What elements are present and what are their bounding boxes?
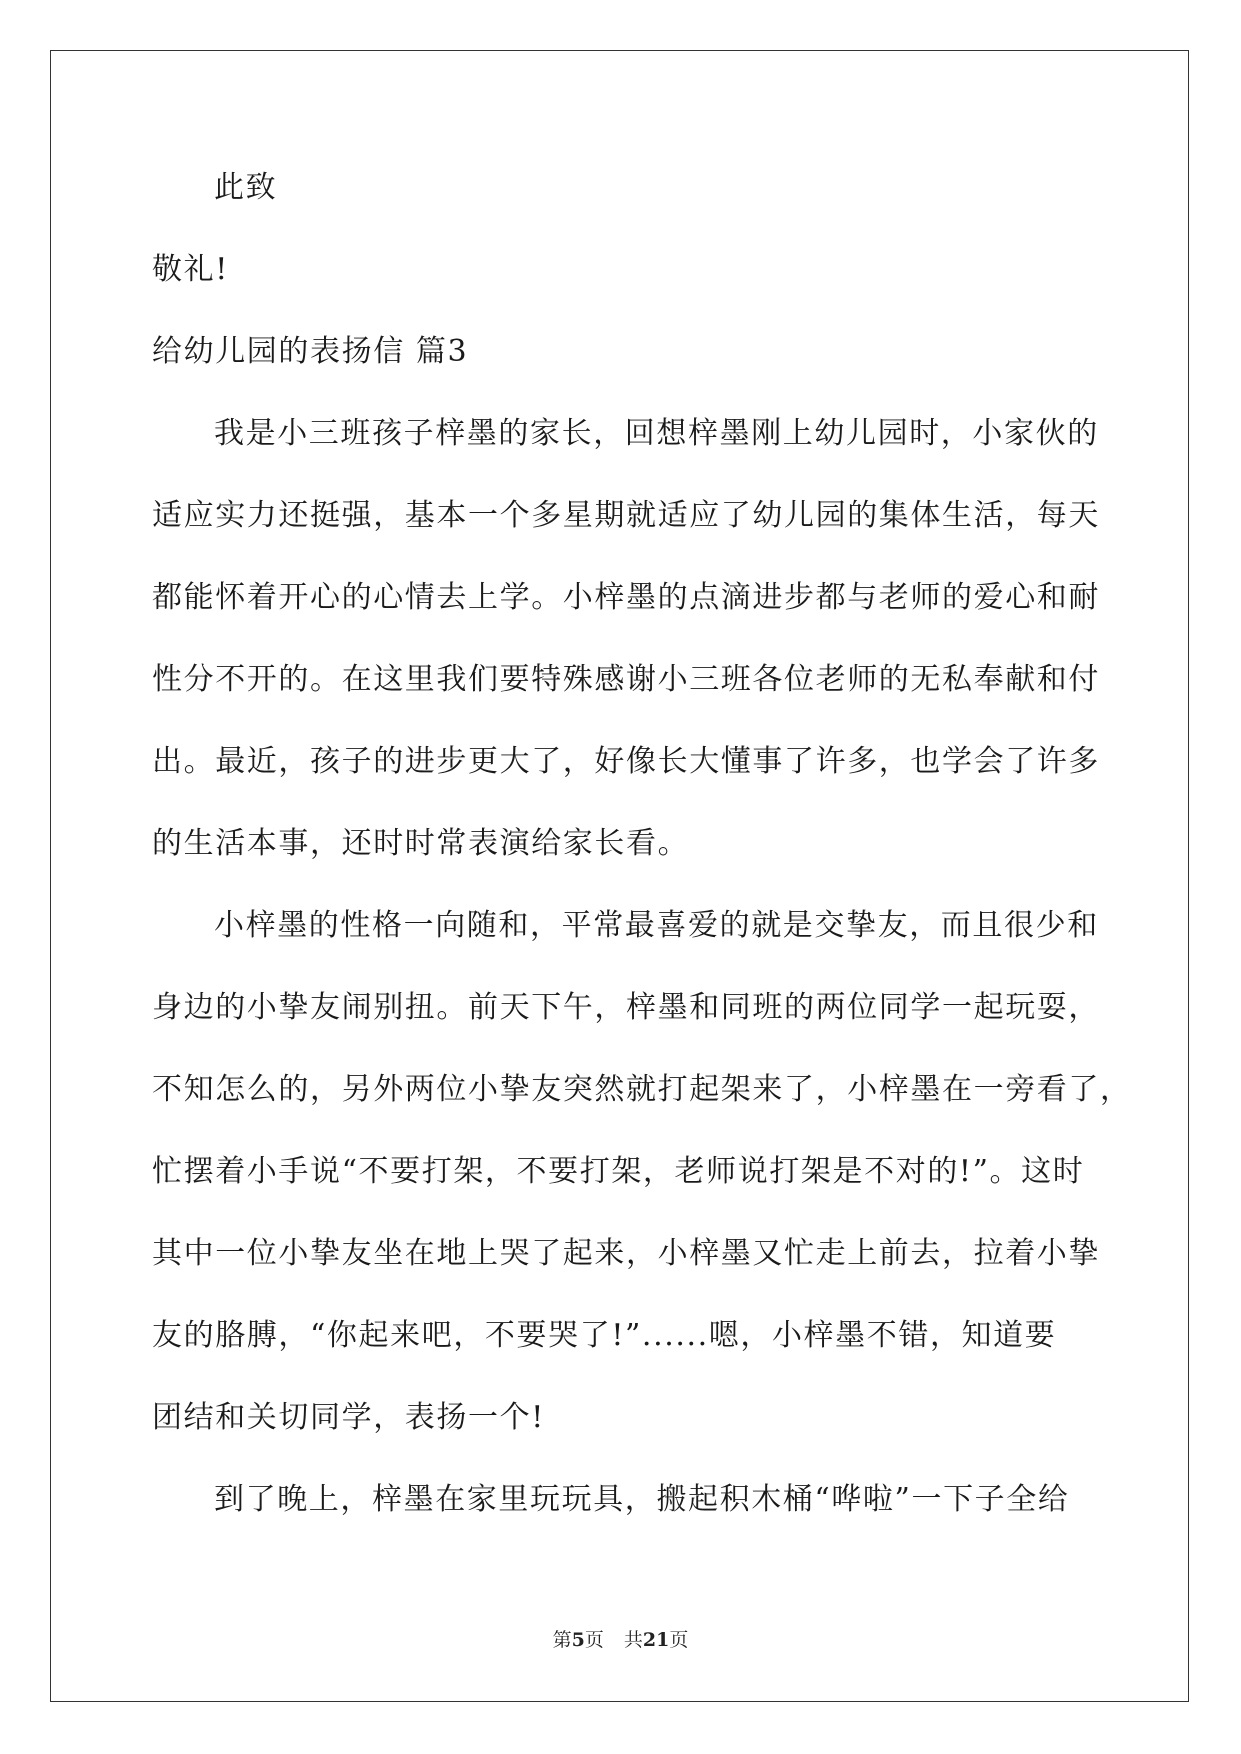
paragraph-line: 都能怀着开心的心情去上学。小梓墨的点滴进步都与老师的爱心和耐 (152, 580, 1100, 615)
document-body (152, 162, 1132, 1556)
page-suffix: 页 (584, 1629, 604, 1651)
section-title: 给幼儿园的表扬信 篇3 (152, 334, 469, 369)
paragraph-line: 我是小三班孩子梓墨的家长，回想梓墨刚上幼儿园时，小家伙的 (214, 416, 1099, 451)
page-number: 5 (571, 1629, 585, 1651)
paragraph-line: 其中一位小挚友坐在地上哭了起来，小梓墨又忙走上前去，拉着小挚 (152, 1236, 1100, 1271)
paragraph-line: 小梓墨的性格一向随和，平常最喜爱的就是交挚友，而且很少和 (214, 908, 1099, 943)
paragraph-line: 忙摆着小手说“不要打架，不要打架，老师说打架是不对的!”。这时 (152, 1154, 1085, 1189)
closing-line: 此致 (214, 170, 278, 205)
paragraph-line: 身边的小挚友闹别扭。前天下午，梓墨和同班的两位同学一起玩耍， (152, 990, 1100, 1025)
paragraph-line: 团结和关切同学，表扬一个! (152, 1400, 545, 1435)
paragraph-line: 出。最近，孩子的进步更大了，好像长大懂事了许多，也学会了许多 (152, 744, 1100, 779)
total-prefix: 共 (623, 1629, 643, 1651)
paragraph-line: 不知怎么的，另外两位小挚友突然就打起架来了，小梓墨在一旁看了， (152, 1072, 1132, 1107)
paragraph-line: 的生活本事，还时时常表演给家长看。 (152, 826, 690, 861)
paragraph-line: 适应实力还挺强，基本一个多星期就适应了幼儿园的集体生活，每天 (152, 498, 1100, 533)
page-prefix: 第 (552, 1629, 572, 1651)
paragraph-line: 性分不开的。在这里我们要特殊感谢小三班各位老师的无私奉献和付 (152, 662, 1100, 697)
page-footer (0, 1625, 1241, 1652)
total-suffix: 页 (669, 1629, 689, 1651)
total-pages: 21 (642, 1629, 670, 1651)
paragraph-line: 友的胳膊，“你起来吧，不要哭了!”......嗯，小梓墨不错，知道要 (152, 1318, 1057, 1353)
paragraph-line: 到了晚上，梓墨在家里玩玩具，搬起积木桶“哗啦”一下子全给 (214, 1482, 1070, 1517)
salutation-line: 敬礼! (152, 252, 229, 287)
